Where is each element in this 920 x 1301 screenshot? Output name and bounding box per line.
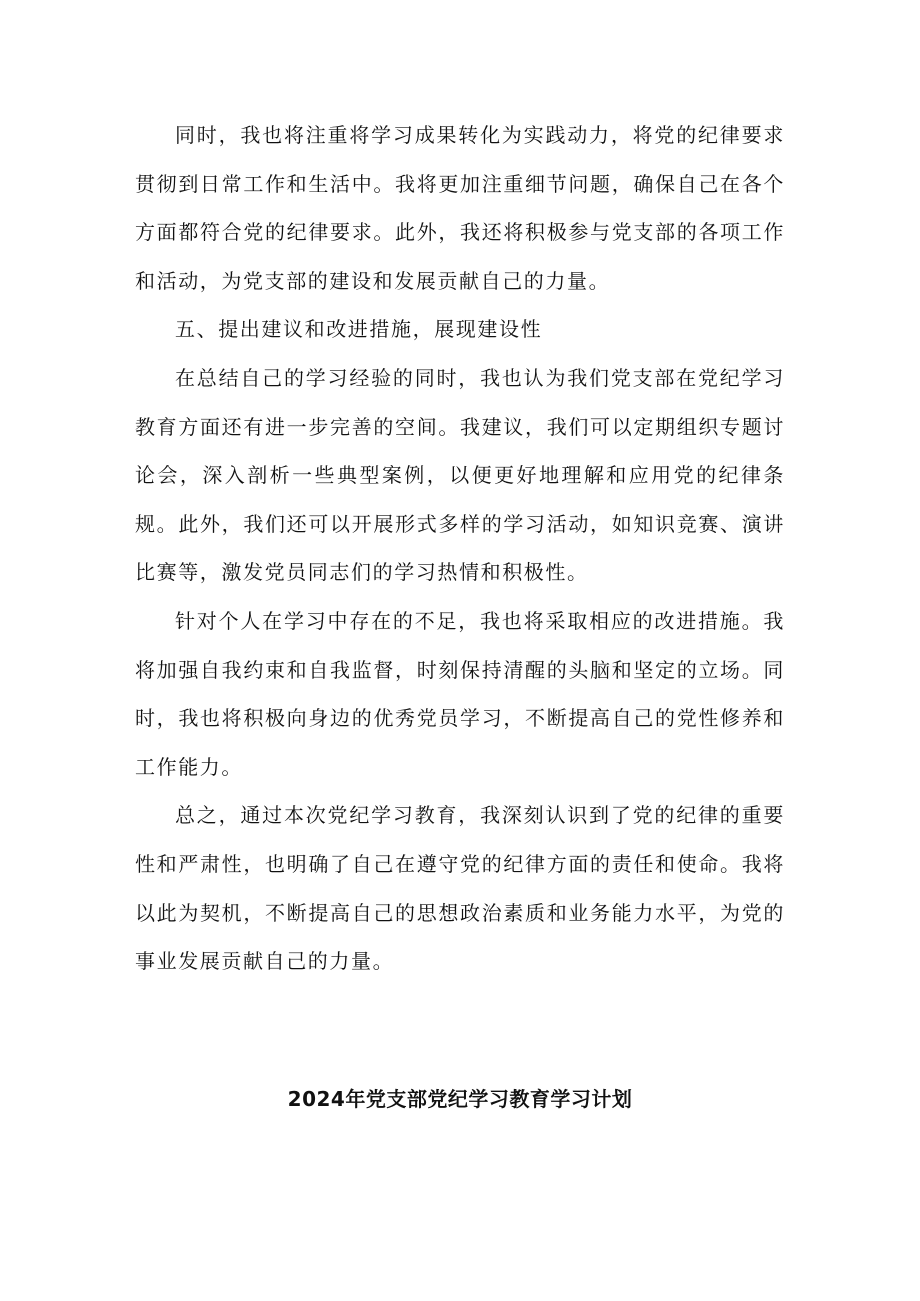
document-title: 2024年党支部党纪学习教育学习计划 <box>287 1087 633 1111</box>
document-body <box>135 111 785 986</box>
paragraph-conclusion: 总之，通过本次党纪学习教育，我深刻认识到了党的纪律的重要性和严肃性，也明确了自己在遵守党的纪律方面的责任和使命。我将以此为契机，不断提高自己的思想政治素质和业务能力水平，为党的事业发展贡献自己的力量。 <box>135 803 785 974</box>
section-heading-five: 五、提出建议和改进措施，展现建设性 <box>175 317 543 342</box>
paragraph-improvements: 针对个人在学习中存在的不足，我也将采取相应的改进措施。我将加强自我约束和自我监督，时刻保持清醒的头脑和坚定的立场。同时，我也将积极向身边的优秀党员学习，不断提高自己的党性修养和工作能力。 <box>135 608 785 779</box>
paragraph-suggestions: 在总结自己的学习经验的同时，我也认为我们党支部在党纪学习教育方面还有进一步完善的空间。我建议，我们可以定期组织专题讨论会，深入剖析一些典型案例，以便更好地理解和应用党的纪律条规。此外，我们还可以开展形式多样的学习活动，如知识竞赛、演讲比赛等，激发党员同志们的学习热情和积极性。 <box>135 365 785 585</box>
paragraph-practice: 同时，我也将注重将学习成果转化为实践动力，将党的纪律要求贯彻到日常工作和生活中。我将更加注重细节问题，确保自己在各个方面都符合党的纪律要求。此外，我还将积极参与党支部的各项工作和活动，为党支部的建设和发展贡献自己的力量。 <box>135 123 785 293</box>
